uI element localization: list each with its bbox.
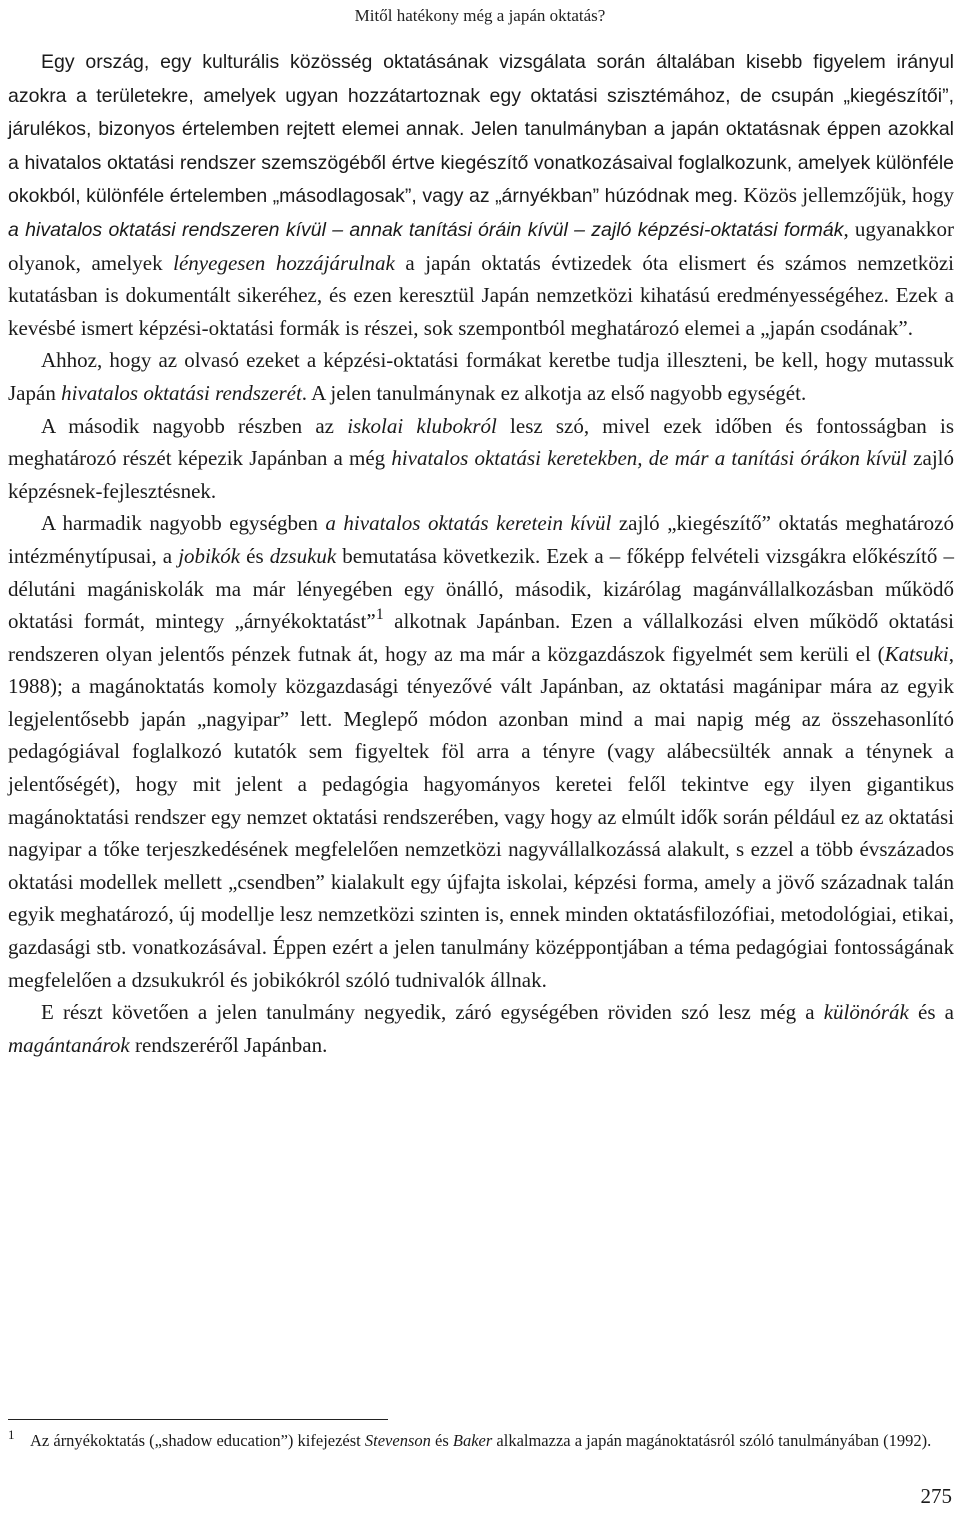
p1-text-f: a japán oktatás évtizedek óta elismert és számos nemzetközi kutatásban is dokumentált sikeréhez, és ezen keresztül Japán nemzetközi kihatású eredményességéhez. Ezek a kevésbé ismert képzési-oktatási formák is részei, sok szempontból meghatározó elemei a „japán csodának”. — [8, 250, 954, 340]
footnote-reference[interactable]: 1 — [375, 606, 384, 624]
p3-italic-emphasis-1: iskolai klubokról — [347, 413, 497, 438]
footnote-number: 1 — [8, 1427, 15, 1442]
p5-text-a: E részt követően a jelen tanulmány negyedik, záró egységében röviden szó lesz még a — [41, 1000, 824, 1025]
footnote-text — [8, 1428, 954, 1453]
p4-italic-emphasis: a hivatalos oktatás keretein kívül — [325, 511, 612, 536]
p5-text-c: és a — [908, 1000, 954, 1025]
p1-text-b: Közös jellemzőjük, hogy — [738, 183, 954, 208]
fn-text-e: alkalmazza a japán magánoktatásról szóló tanulmányában (1992). — [492, 1431, 932, 1450]
p3-text-e: zajló képzésnek-fejlesztésnek. — [8, 446, 954, 503]
p4-text-e: és — [240, 543, 270, 568]
p2-text-c: . A jelen tanulmánynak ez alkotja az első nagyobb egységét. — [301, 380, 807, 405]
p1-italic-run: a hivatalos oktatási rendszeren kívül – annak tanítási óráin kívül – zajló képzési-oktatási formák — [8, 218, 844, 241]
fn-text-a: Az árnyékoktatás („shadow education”) kifejezést — [30, 1431, 365, 1450]
p4-term-jobiko: jobikók — [178, 543, 241, 568]
footnote-separator — [8, 1419, 388, 1420]
page-number: 275 — [920, 1484, 952, 1508]
fn-author-2: Baker — [452, 1431, 493, 1450]
paragraph-2 — [8, 344, 954, 409]
p1-sans-run: Egy ország, egy kulturális közösség oktatásának vizsgálata során általában kisebb figyelem irányul azokra a területekre, amelyek ugyan hozzátartoznak egy oktatási szisztémához, de csupán „kiegészítői”, járulékos, bizonyos értelemben rejtett elemei annak. Jelen tanulmányban a japán oktatásnak éppen azokkal a hivatalos oktatási rendszer szemszögéből értve kiegészítő vonatkozásaival foglalkozunk, amelyek különféle okokból, különféle értelemben „másodlagosak”, vagy az „árnyékban” húzódnak meg. — [8, 51, 954, 208]
p4-text-a: A harmadik nagyobb egységben — [41, 511, 326, 536]
p5-italic-emphasis-1: különórák — [823, 1000, 909, 1025]
running-title: Mitől hatékony még a japán oktatás? — [354, 6, 606, 25]
p5-italic-emphasis-2: magántanárok — [8, 1032, 130, 1057]
p3-text-a: A második nagyobb részben az — [41, 413, 348, 438]
footnote — [8, 1428, 954, 1453]
p5-text-e: rendszeréről Japánban. — [129, 1032, 328, 1057]
p4-text-g: bemutatása következik. Ezek a – főképp felvételi vizsgákra előkészítő – délutáni magániskolák ma már lényegében egy önálló, második, kizárólag magánvállalkozásban működő oktatási formát, mintegy „árnyékoktatást” — [8, 543, 954, 634]
paragraph-5 — [8, 996, 954, 1061]
p2-text-a: Ahhoz, hogy az olvasó ezeket a képzési-oktatási formákat keretbe tudja illeszteni, be kell, hogy mutassuk Japán — [8, 348, 954, 405]
fn-author-1: Stevenson — [364, 1431, 431, 1450]
p3-italic-emphasis-2: hivatalos oktatási keretekben, de már a tanítási órákon kívül — [391, 446, 908, 471]
paragraph-1 — [8, 45, 954, 344]
p4-citation-author: Katsuki — [884, 641, 949, 666]
p1-text-d: , ugyanakkor olyanok, amelyek — [8, 216, 954, 275]
paragraph-4 — [8, 507, 954, 996]
main-text — [8, 45, 954, 1061]
p3-text-c: lesz szó, mivel ezek időben és fontosságban is meghatározó részét képezik Japánban a még — [8, 413, 954, 471]
p4-text-h: alkotnak Japánban. Ezen a vállalkozási elven működő oktatási rendszeren olyan jelentős pénzek futnak át, hogy az ma már a közgazdászok figyelmét sem kerüli el ( — [8, 609, 954, 666]
p4-term-dzsuku: dzsukuk — [269, 543, 337, 568]
p4-text-c: zajló „kiegészítő” oktatás meghatározó intézménytípusai, a — [8, 511, 954, 568]
p1-italic-emphasis: lényegesen hozzájárulnak — [173, 250, 395, 275]
fn-text-c: és — [430, 1431, 453, 1450]
paragraph-3 — [8, 410, 954, 508]
p2-italic-emphasis: hivatalos oktatási rendszerét — [61, 380, 302, 405]
p4-text-j: , 1988); a magánoktatás komoly közgazdasági tényezővé vált Japánban, az oktatási magánipar mára az egyik legjelentősebb japán „nagyipar” lett. Meglepő módon azonban mind a mai napig még az összehasonlító pedagógiával foglalkozó kutatók sem figyeltek föl arra a tényre (vagy alábecsülték annak a ténynek a jelentőségét), hogy mit jelent a pedagógia hagyományos keretei felől tekintve egy ilyen gigantikus magánoktatási rendszer egy nemzet oktatási rendszerében, vagy hogy az elmúlt idők során például ez az oktatási nagyipar a tőke terjeszkedésének megfelelően nemzetközi nagyvállalkozássá alakult, s ezzel a több évszázados oktatási modellek mellett „csendben” kialakult egy újfajta iskolai, képzési forma, amely a jövő századnak talán egyik meghatározó, új modellje lesz nemzetközi szinten is, ennek minden oktatásfilozófiai, metodológiai, etikai, gazdasági stb. vonatkozásával. Éppen ezért a jelen tanulmány középpontjában a téma pedagógiai fontosságának megfelelően a dzsukukról és jobikókról szóló tudnivalók állnak. — [8, 641, 954, 992]
